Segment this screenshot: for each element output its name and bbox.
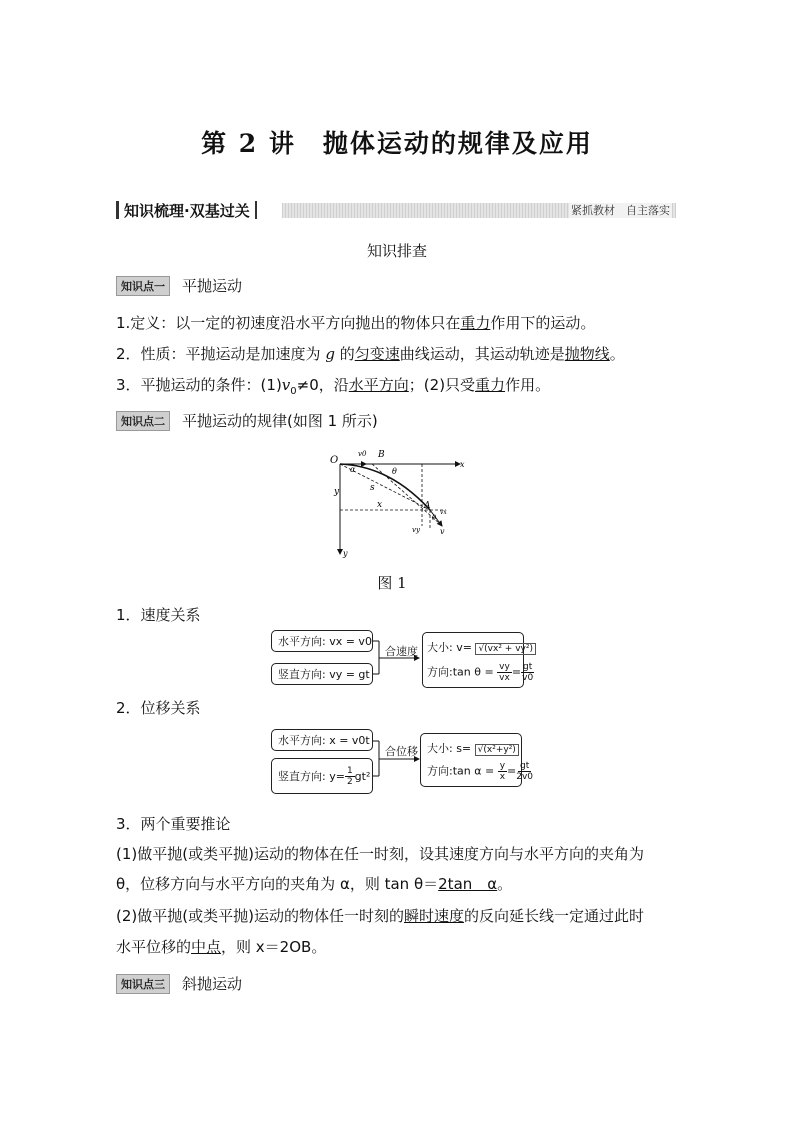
subheading: 知识排查 [366,242,427,260]
sec1-result-box [422,632,534,688]
label-alpha: α [350,465,356,474]
sec3-heading: 3．两个重要推论 [116,815,231,833]
label-vx: vx [440,509,447,516]
property-line: 2．性质：平抛运动是加速度为 g 的匀变速曲线运动，其运动轨迹是抛物线。 [116,345,625,363]
sec1-size: 大小: v= √(vx² + vy²) [427,639,536,655]
sec2-heading: 2．位移关系 [116,699,201,717]
label-A: A [424,501,431,511]
kp1-title: 平抛运动 [182,277,243,295]
sec2-vertical-box: 竖直方向: y= $\frac{1}{2}$ gt² [271,758,373,794]
sec1-horizontal-box: 水平方向: vx = v0 [271,630,373,652]
corollary-1-line-2: θ，位移方向与水平方向的夹角为 α，则 tan θ＝2tan α。 [116,875,513,893]
sec2-direction: 方向:tan α = $\frac{y}{x}$ = $\frac{gt}{2v0}$ [427,761,534,782]
knowledge-point-3 [116,973,242,994]
kp3-tag: 知识点三 [116,974,170,994]
sec2-arrow-label: 合位移 [385,745,418,758]
label-v: v [440,527,445,536]
kp1-tag: 知识点一 [116,276,170,296]
projectile-figure [320,444,470,560]
corollary-2-line-2: 水平位移的中点，则 x＝2OB。 [116,938,327,956]
label-y: y [334,487,340,497]
sec1-heading: 1．速度关系 [116,606,201,624]
knowledge-point-2 [116,410,378,431]
label-O: O [330,455,339,466]
label-x-axis: x [460,460,465,469]
label-v0: v0 [358,450,367,458]
sec1-arrow-label: 合速度 [385,645,418,658]
page-title: 第 2 讲 抛体运动的规律及应用 [201,129,593,158]
banner-right-text: 紧抓教材 自主落实 [571,204,670,217]
kp2-tag: 知识点二 [116,411,170,431]
label-B: B [378,450,385,460]
section-banner [116,200,676,220]
kp3-title: 斜抛运动 [182,975,243,993]
sec2-size: 大小: s= √(x²+y²) [427,740,519,756]
label-theta-A: θ [432,514,437,522]
sec1-direction: 方向:tan θ = $\frac{vy}{vx}$ = $\frac{gt}{v0}$ [427,662,534,683]
label-vy: vy [412,526,420,534]
label-theta-top: θ [392,467,397,476]
corollary-1-line-1: (1)做平抛(或类平抛)运动的物体在任一时刻，设其速度方向与水平方向的夹角为 [116,845,644,863]
label-x: x [377,500,383,510]
label-y-axis: y [343,549,348,558]
banner-label [116,200,257,220]
sec2-horizontal-box: 水平方向: x = v0t [271,729,373,751]
kp2-title: 平抛运动的规律(如图 1 所示) [182,412,378,430]
label-s: s [370,483,375,493]
figure-caption: 图 1 [377,574,407,592]
corollary-2-line-1: (2)做平抛(或类平抛)运动的物体任一时刻的瞬时速度的反向延长线一定通过此时 [116,907,644,925]
sec1-vertical-box: 竖直方向: vy = gt [271,663,373,685]
banner-left-text: 知识梳理·双基过关 [124,201,250,220]
definition-line: 1.定义：以一定的初速度沿水平方向抛出的物体只在重力作用下的运动。 [116,314,596,332]
condition-line: 3．平抛运动的条件：$(1)v_0\ne 0$，沿水平方向；(2)只受重力作用。 [116,376,551,397]
sec2-result-box [420,733,534,787]
knowledge-point-1 [116,275,242,296]
